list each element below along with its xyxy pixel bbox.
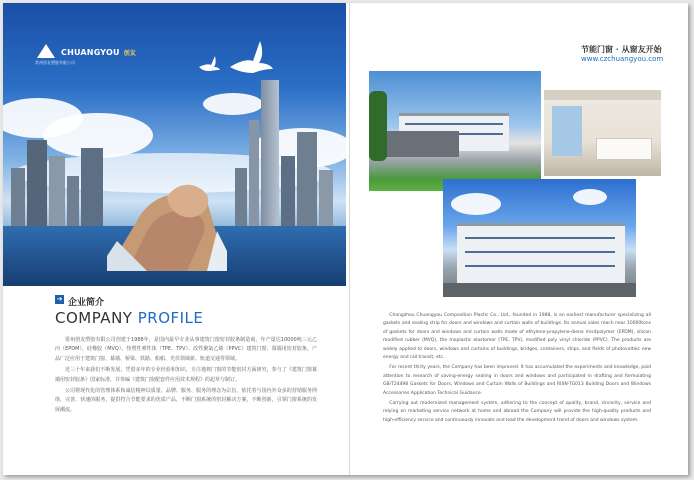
city-building [281,156,295,228]
dove-icon [225,39,275,79]
cloud [573,189,607,205]
english-profile-text [383,312,651,427]
brand-sub-logo: 创友 [123,49,136,57]
cn-paragraph: 近三十年来我们不断发展，凭借多年的专业经验和知识，专注地将门窗的节能密封方面研究，参与了《建筑门窗幕墙用密封胶条》国家标准，并参编《建筑门窗配套件应用技术规程》的起草与制订。 [55,367,317,383]
chinese-profile-text [55,336,317,417]
slogan-dot: · [615,45,619,54]
section-arrow-icon: ➔ [56,295,63,303]
brochure-spread [3,3,688,475]
city-building [67,176,79,228]
slogan [581,44,662,55]
handshake-image [107,161,227,271]
city-building [11,168,25,228]
section-title-cn: 企业简介 [68,298,105,308]
cloud [451,193,501,215]
city-building [249,120,259,228]
en-paragraph: Changzhou Chuangyou Composition Plastic Co., Ltd., founded in 1988, is an earliest manufacturer specializing all gaskets and sealing strip for doors and windows and curtain walls of buildings. Its annual sales reach near 10000tons of gaskets for doors and windows and curtain walls made of ethylene-propylene-diene misdpolymer (EPDM), silicon modified rubber (MVQ), the moplastic elastomer (TPE, TPV), modified poly vinyl chloride (PPVC). The products are widely applied to doors, windows and curtains of buildings, bridges, containers, ships, and fields of photovoltaic new energy and rail transit, etc. [383,313,651,361]
hero-image [3,3,346,286]
tree [369,91,387,161]
window-row [405,123,503,125]
reception-desk [596,138,652,160]
factory-gate-photo [369,71,541,191]
city-building [49,156,65,228]
window-row [465,265,615,267]
city-building [319,170,333,228]
city-building [235,168,247,228]
cn-paragraph: 常州创友塑胶有限公司创建于1988年，是国内最早专业从事建筑门窗密封胶条制造商，年产量达10000吨三元乙丙（EPDM）、硅橡胶（MVQ）、热塑性弹性体（TPE、TPV）、改性聚氯乙烯（PPVC）建筑门窗、幕墙用密封胶条，产品广泛应用于建筑门窗、幕墙、桥梁、铁路、船舶、光伏领域新、轨道交通等领域。 [55,337,317,362]
ceiling [544,90,661,100]
road [443,283,636,297]
dove-icon [197,55,221,75]
company-gate [379,131,459,157]
en-paragraph: Carrying out modernized management system, adhering to the concept of quality, brand, sincerity, service and relying on marketing service network at home and abroad the Company will provide the high-quality products and high-efficiency service and continuously innovate and lead the development trend of doors and windows system. [383,401,651,423]
brand-logo [35,44,136,60]
office-window [552,106,582,156]
brand-tagline: 常州创友塑胶有限公司 [35,60,75,65]
page-spine [349,3,350,475]
factory-building-photo [443,179,636,297]
en-paragraph: For recent thirty years, the Company has been improved. It has accumulated the experiments and knowledge, paid attention to research of saving-energy sealing in doors and windows and participated in drafting and formulating GB/T24498 Gaskets for Doors, Windows and Curtain Walls of Buildings and RISN-TG013 Building Doors and Windows Accessories Application Technical Guidance. [383,365,651,396]
window-row [465,251,615,253]
cloud [203,93,263,115]
slogan-right: 从窗友开始 [621,45,662,54]
website-url: www.czchuangyou.com [581,55,664,63]
factory-building [457,223,625,285]
section-title-en-b: PROFILE [137,309,204,327]
brand-name: CHUANGYOU [61,47,120,57]
logo-icon [35,44,57,60]
cn-paragraph: 公司将现代化的管理体系和诚信精神以质量、品牌、服务、服务的理念为宗旨，依托着与国内外众多的营销服务网络，完善、快速的服务，提供符合节能要求的优质产品，不断门窗系统的密封解决方案，不断创新，引领门窗系统的发展潮流。 [55,388,317,413]
section-title-en [55,309,203,327]
section-title-en-a: COMPANY [55,309,133,327]
office-interior-photo [544,90,661,176]
city-building [81,148,103,228]
slogan-left: 节能门窗 [581,45,613,54]
city-building [297,132,317,228]
window-row [465,237,615,239]
city-building [27,140,47,228]
city-tower [261,80,279,228]
